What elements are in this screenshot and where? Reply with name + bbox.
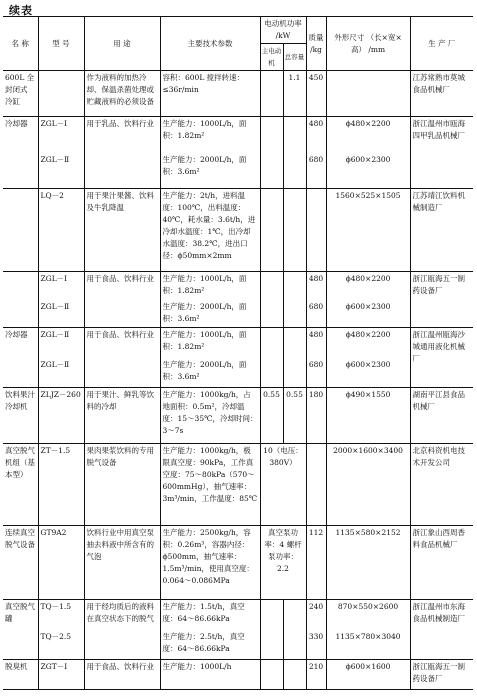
row-params: 生产能力：1000L/h (160, 660, 260, 690)
row-dims: ϕ600×2300 (326, 153, 410, 189)
header-power-total: 总容量 (283, 44, 306, 71)
row-name: 600L 全封闭式 冷缸 (5, 73, 35, 106)
row-maker: 北京科资机电技术开发公司 (410, 444, 473, 526)
row-mass: 480 (306, 272, 326, 300)
row-usage: 用于果汁、鲜乳等饮料的冷却 (84, 388, 160, 444)
row-model: ZGT－Ⅰ (38, 660, 84, 690)
row-params: 生产能力：1000L/h，面积：1.82m² (160, 328, 260, 358)
row-name: 脱臭机 (3, 660, 38, 690)
row-model: ZGL－Ⅱ (38, 328, 84, 358)
row-params: 生产能力：1000kg/h，极限真空度：90kPa，工作真空度：75～80kPa（570～600mmHg），抽气速率：3m³/min，工作温度：85℃ (160, 444, 260, 526)
row-model: LQ－2 (38, 189, 84, 272)
row-maker: 江苏常熟市莫城食品机械厂 (410, 71, 473, 117)
row-mass: 450 (306, 71, 326, 117)
row-mass: 180 (306, 388, 326, 444)
row-params: 生产能力：2000L/h，面积：3.6m² (160, 153, 260, 189)
row-mass: 680 (306, 300, 326, 328)
row-power-main: 0.55 (260, 388, 283, 444)
row-params: 生产能力：2500kg/h，容积：0.26m³，容器内径：ϕ500mm，抽气速率：1.5m³/min，使用真空度：0.064～0.086MPa (160, 526, 260, 600)
row-dims: ϕ490×1550 (326, 388, 410, 444)
row-power-total: 10（电压：380V） (260, 444, 306, 526)
row-maker: 浙江瓯海五一制药设备厂 (410, 272, 473, 328)
header-params: 主要技术参数 (160, 17, 260, 71)
row-mass: 210 (306, 660, 326, 690)
header-maker: 生 产 厂 (410, 17, 473, 71)
row-power-main (260, 71, 283, 117)
header-model: 型 号 (38, 17, 84, 71)
row-name: 冷却器 (3, 117, 38, 189)
row-name: 连续真空脱气设备 (3, 526, 38, 600)
header-dims: 外形尺寸 （长×宽×高） /mm (326, 17, 410, 71)
row-maker: 江苏靖江饮料机械制造厂 (410, 189, 473, 272)
row-power-main: 真空泵功率：4 螺杆泵功率：2.2 (260, 526, 306, 600)
row-maker: 浙江温州市瓯海四甲乳品机械厂 (410, 117, 473, 189)
row-usage: 用于经均质后的液料在真空状态下的脱气 (84, 600, 160, 660)
row-mass: 680 (306, 153, 326, 189)
row-params: 容积：600L 搅拌转速：≤36r/min (160, 71, 260, 117)
header-power-main: 主电动机 (260, 44, 283, 71)
header-power: 电动机功率 /kW (260, 17, 306, 44)
row-maker: 浙江温州瓯海沙城通用液化机械厂 (410, 328, 473, 388)
row-maker: 湖南平江县食品机械厂 (410, 388, 473, 444)
row-name: 饮料果汁冷却机 (3, 388, 38, 444)
row-model: ZGL－Ⅱ (38, 358, 84, 388)
row-mass: 112 (306, 526, 326, 600)
row-dims: ϕ480×2200 (326, 272, 410, 300)
row-params: 生产能力：2.5t/h，真空度：64～86.66kPa (160, 630, 260, 660)
row-params: 生产能力：2000L/h，面积：3.6m² (160, 358, 260, 388)
row-params: 生产能力：1000L/h，面积：1.82m² (160, 272, 260, 300)
row-params: 生产能力：2t/h，进料温度：100℃，出料温度：40℃，耗水量：3.6t/h，进冷却水温度：1℃，出冷却水温度：38.2℃，进出口径：ϕ50mm×2mm (160, 189, 260, 272)
row-dims: ϕ480×2200 (326, 117, 410, 153)
row-model: TQ－1.5 (38, 600, 84, 630)
row-usage: 果肉果浆饮料的专用脱气设备 (84, 444, 160, 526)
row-params: 生产能力：1000kg/h，占地面积：0.5m²，冷却温度：15～35℃，冷却时间：3～7s (160, 388, 260, 444)
row-maker: 浙江象山西周香料食品机械厂 (410, 526, 473, 600)
continued-label: 续表 (9, 4, 33, 17)
row-usage: 用于果汁果酱、饮料及牛乳降温 (84, 189, 160, 272)
row-dims: ϕ480×2200 (326, 328, 410, 358)
row-dims: ϕ600×1600 (326, 660, 410, 690)
row-usage: 用于食品、饮料行业 (84, 660, 160, 690)
row-dims: ϕ600×2300 (326, 300, 410, 328)
row-model (38, 71, 84, 117)
row-mass: 240 (306, 600, 326, 630)
row-maker: 浙江温州市东海食品机械制造厂 (410, 600, 473, 660)
row-model: ZGL－Ⅰ (38, 272, 84, 300)
row-name (3, 272, 38, 328)
row-dims: 1560×525×1505 (326, 189, 410, 272)
row-model: ZLJZ－260 (38, 388, 84, 444)
row-name: 真空脱气罐 (3, 600, 38, 660)
header-mass: 质量 /kg (306, 17, 326, 71)
row-name: 冷却器 (3, 328, 38, 388)
row-model: ZGL－Ⅰ (38, 117, 84, 153)
row-dims: 1135×580×2152 (326, 526, 410, 600)
row-usage: 饮料行业中用真空泵抽去料液中所含有的气泡 (84, 526, 160, 600)
row-model: ZGL－Ⅱ (38, 153, 84, 189)
header-usage: 用 途 (84, 17, 160, 71)
row-mass: 330 (306, 630, 326, 660)
row-dims: 1135×780×3040 (326, 630, 410, 660)
row-power-total: 1.1 (283, 71, 306, 117)
row-model: ZT－1.5 (38, 444, 84, 526)
row-model: ZGL－Ⅱ (38, 300, 84, 328)
row-maker: 浙江瓯海五一制药设备厂 (410, 660, 473, 690)
row-model: GT9A2 (38, 526, 84, 600)
row-model: TQ－2.5 (38, 630, 84, 660)
row-usage: 用于食品、饮料行业 (84, 272, 160, 328)
row-dims: 2000×1600×3400 (326, 444, 410, 526)
row-mass (306, 444, 326, 526)
row-mass: 680 (306, 358, 326, 388)
row-params: 生产能力：1000L/h，面积：1.82m² (160, 117, 260, 153)
row-params: 生产能力：1.5t/h，真空度：64～86.66kPa (160, 600, 260, 630)
row-power-total: 0.55 (283, 388, 306, 444)
row-name (3, 189, 38, 272)
row-usage: 用于食品、饮料行业 (84, 328, 160, 388)
row-params: 生产能力：2000L/h，面积：3.6m² (160, 300, 260, 328)
row-dims: 870×550×2600 (326, 600, 410, 630)
row-usage: 作为液料的加热冷却、保温杀菌处理或贮藏液料的必须设备 (84, 71, 160, 117)
row-mass: 480 (306, 328, 326, 358)
equipment-table (3, 16, 473, 690)
row-dims (326, 71, 410, 117)
row-mass: 480 (306, 117, 326, 153)
row-dims: ϕ600×2300 (326, 358, 410, 388)
row-mass (306, 189, 326, 272)
header-name: 名 称 (3, 17, 38, 71)
row-name: 真空脱气机组（基本型） (3, 444, 38, 526)
row-usage: 用于乳品、饮料行业 (84, 117, 160, 189)
